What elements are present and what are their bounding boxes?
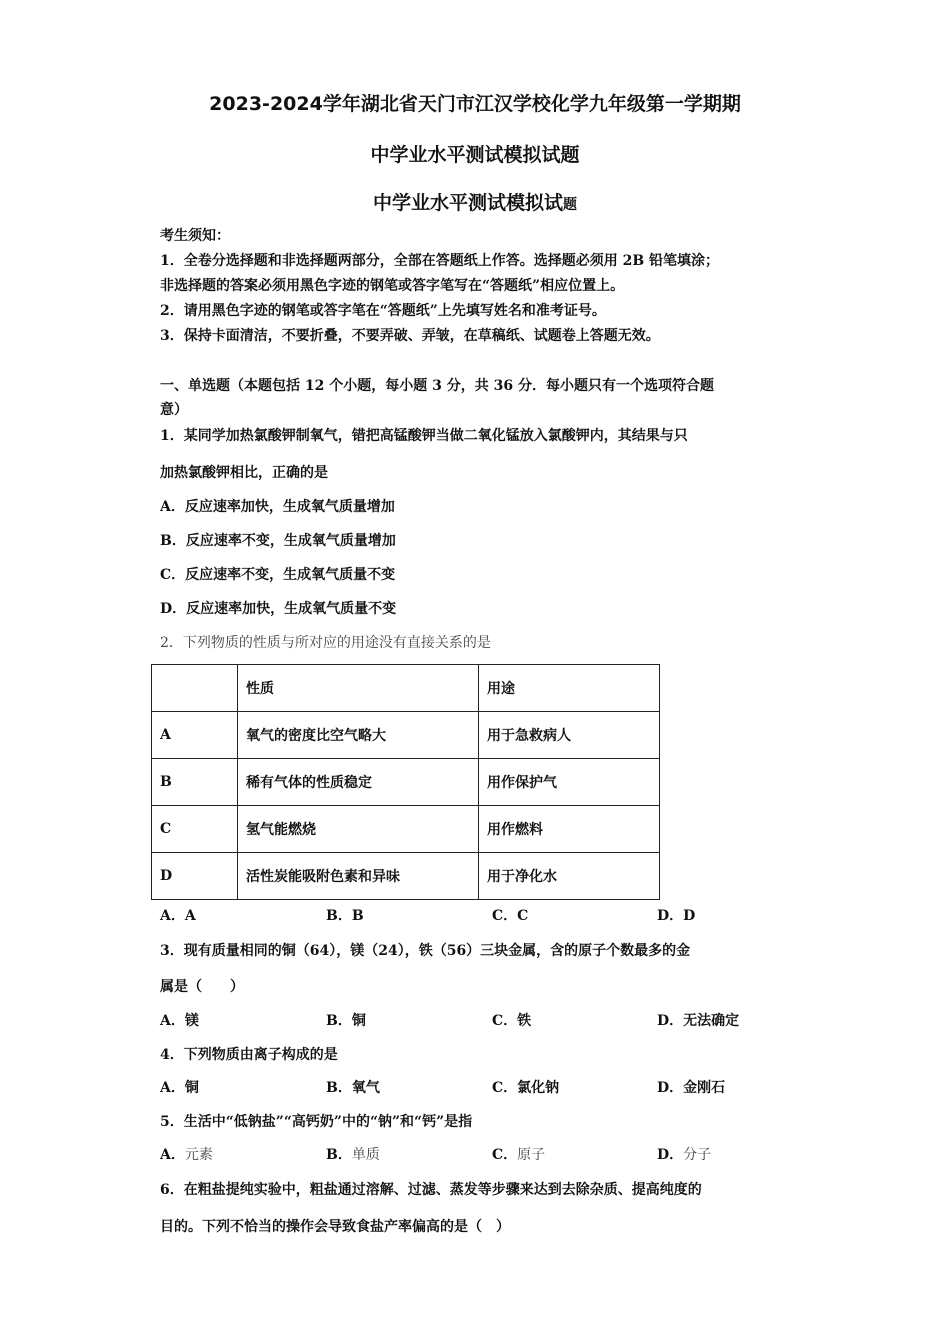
q3-option-a: A．镁 xyxy=(160,1013,199,1029)
q3-stem-line1: 3．现有质量相同的铜（64），镁（24），铁（56）三块金属，含的原子个数最多的金 xyxy=(160,943,691,959)
q2-option-a: A．A xyxy=(160,908,196,924)
option-label: B． xyxy=(326,1147,352,1163)
notice-item3: 3．保持卡面清洁，不要折叠，不要弄破、弄皱，在草稿纸、试题卷上答题无效。 xyxy=(160,328,660,344)
q1-option-a: A．反应速率加快，生成氧气质量增加 xyxy=(160,499,395,515)
table-cell: 用于净化水 xyxy=(479,853,660,900)
q1-option-b: B．反应速率不变，生成氧气质量增加 xyxy=(160,533,396,549)
option-label: C． xyxy=(492,1147,518,1163)
exam-title-line3-tail: 题 xyxy=(563,197,577,213)
exam-title-line1: 2023-2024学年湖北省天门市江汉学校化学九年级第一学期期 xyxy=(209,93,741,115)
table-cell: C xyxy=(152,806,238,853)
table-cell: B xyxy=(152,759,238,806)
table-header-cell: 性质 xyxy=(238,665,479,712)
exam-title-line2: 中学业水平测试模拟试题 xyxy=(370,144,580,166)
table-header-row xyxy=(152,665,660,712)
exam-title-line3 xyxy=(0,188,950,215)
table-cell: D xyxy=(152,853,238,900)
q2-stem: 2．下列物质的性质与所对应的用途没有直接关系的是 xyxy=(160,635,491,651)
q5-option-c xyxy=(492,1145,545,1165)
q6-stem-line1: 6．在粗盐提纯实验中，粗盐通过溶解、过滤、蒸发等步骤来达到去除杂质、提高纯度的 xyxy=(160,1182,702,1198)
table-row xyxy=(152,759,660,806)
q5-option-d xyxy=(657,1145,711,1165)
q4-option-c: C．氯化钠 xyxy=(492,1080,560,1096)
q3-stem-line2: 属是（ ） xyxy=(160,979,244,995)
option-text: 元素 xyxy=(184,1147,213,1163)
q4-option-d: D．金刚石 xyxy=(657,1080,726,1096)
table-cell: 用于急救病人 xyxy=(479,712,660,759)
q2-option-b: B．B xyxy=(326,908,364,924)
q4-option-a: A．铜 xyxy=(160,1080,199,1096)
q6-stem-line2: 目的。下列不恰当的操作会导致食盐产率偏高的是（ ） xyxy=(160,1219,510,1235)
table-cell: 氧气的密度比空气略大 xyxy=(238,712,479,759)
q3-option-b: B．铜 xyxy=(326,1013,366,1029)
table-row xyxy=(152,806,660,853)
table-cell: A xyxy=(152,712,238,759)
q1-stem-line2: 加热氯酸钾相比，正确的是 xyxy=(160,465,328,481)
table-cell: 氢气能燃烧 xyxy=(238,806,479,853)
table-cell: 用作保护气 xyxy=(479,759,660,806)
option-text: 原子 xyxy=(517,1147,546,1163)
table-cell: 活性炭能吸附色素和异味 xyxy=(238,853,479,900)
table-cell: 用作燃料 xyxy=(479,806,660,853)
table-row xyxy=(152,853,660,900)
table-header-cell: 用途 xyxy=(479,665,660,712)
q2-option-d: D．D xyxy=(657,908,696,924)
notice-heading: 考生须知： xyxy=(160,228,230,244)
notice-item1-line1: 1．全卷分选择题和非选择题两部分，全部在答题纸上作答。选择题必须用 2B 铅笔填涂； xyxy=(160,253,720,269)
option-label: A． xyxy=(160,1147,185,1163)
q5-option-b xyxy=(326,1145,380,1165)
section1-heading-line2: 意） xyxy=(160,402,188,418)
option-label: D． xyxy=(657,1147,684,1163)
q5-option-a xyxy=(160,1145,213,1165)
q1-option-d: D．反应速率加快，生成氧气质量不变 xyxy=(160,601,397,617)
option-text: 单质 xyxy=(351,1147,380,1163)
q2-option-c: C．C xyxy=(492,908,529,924)
table-row xyxy=(152,712,660,759)
notice-item1-line2: 非选择题的答案必须用黑色字迹的钢笔或答字笔写在“答题纸”相应位置上。 xyxy=(160,278,625,294)
q4-stem: 4．下列物质由离子构成的是 xyxy=(160,1047,338,1063)
option-text: 分子 xyxy=(683,1147,712,1163)
q3-option-d: D．无法确定 xyxy=(657,1013,740,1029)
table-cell: 稀有气体的性质稳定 xyxy=(238,759,479,806)
q3-option-c: C．铁 xyxy=(492,1013,532,1029)
q2-table xyxy=(151,664,660,900)
exam-title-line3-main: 中学业水平测试模拟试 xyxy=(372,192,563,214)
q5-stem: 5．生活中“低钠盐”“高钙奶”中的“钠”和“钙”是指 xyxy=(160,1114,473,1130)
notice-item2: 2．请用黑色字迹的钢笔或答字笔在“答题纸”上先填写姓名和准考证号。 xyxy=(160,303,606,319)
q4-option-b: B．氧气 xyxy=(326,1080,380,1096)
q1-option-c: C．反应速率不变，生成氧气质量不变 xyxy=(160,567,396,583)
table-header-cell xyxy=(152,665,238,712)
q1-stem-line1: 1．某同学加热氯酸钾制氧气，错把高锰酸钾当做二氧化锰放入氯酸钾内，其结果与只 xyxy=(160,428,688,444)
section1-heading-line1: 一、单选题（本题包括 12 个小题，每小题 3 分，共 36 分．每小题只有一个选项符合题 xyxy=(160,378,714,394)
